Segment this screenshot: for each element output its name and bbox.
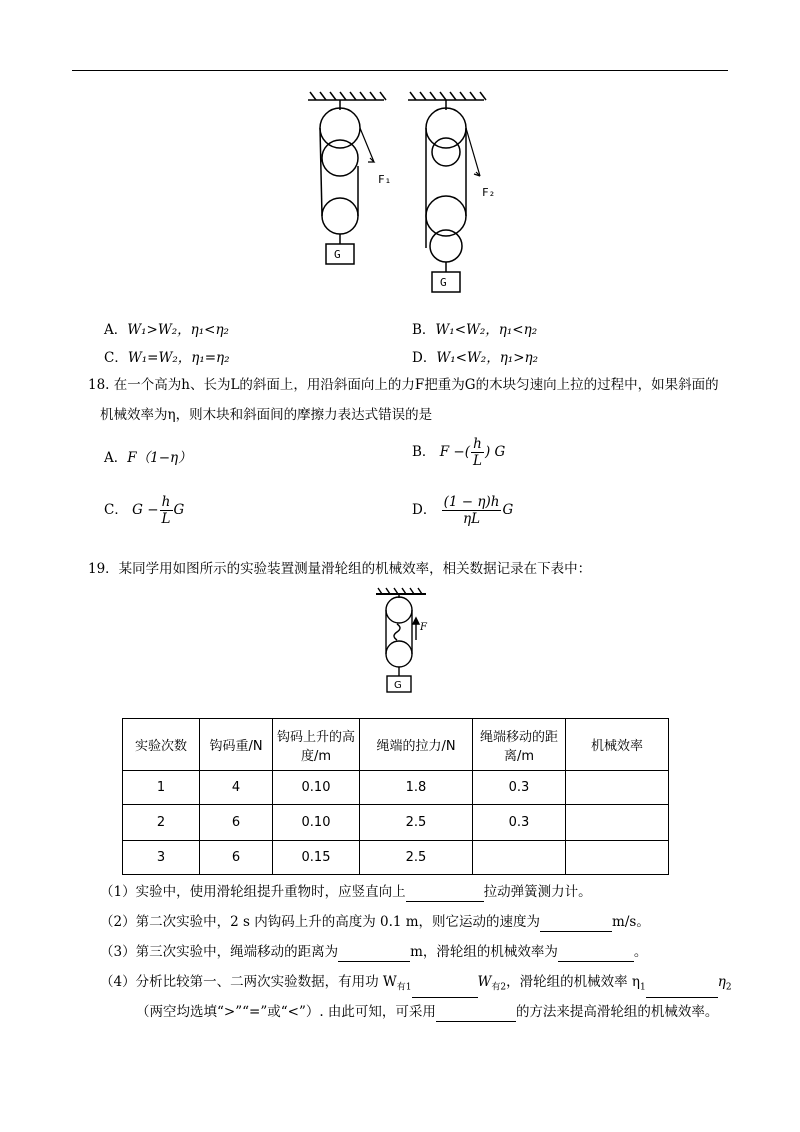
q18-d-fraction: $\frac{(1 - \eta)h}{\eta L}$ <box>443 494 500 527</box>
answer-blank[interactable] <box>338 961 410 962</box>
table-cell: 1.8 <box>360 771 473 805</box>
table-header-cell: 钩码重/N <box>200 719 273 771</box>
table-cell: 0.15 <box>273 841 360 875</box>
f2-label: F₂ <box>482 186 496 199</box>
q19-stem: 19．某同学用如图所示的实验装置测量滑轮组的机械效率，相关数据记录在下表中： <box>88 561 592 577</box>
weight-label-left: G <box>334 248 341 261</box>
q19-sub4: （4）分析比较第一、二两次实验数据，有用功 $W_{有1}$ $W_{有2}$，滑轮组的机械效率 $\eta_1$ $\eta_2$ <box>100 972 732 998</box>
table-cell: 4 <box>200 771 273 805</box>
q19-sub2: （2）第二次实验中，2 s 内钩码上升的高度为 0.1 m，则它运动的速度为 m/s。 <box>100 914 650 930</box>
q18-b-fraction: $\frac{h}{L}$ <box>472 436 482 469</box>
q17-option-a: A．W₁>W₂，η₁<η₂ <box>104 322 229 338</box>
q17-option-d: D．W₁<W₂，η₁>η₂ <box>412 350 539 366</box>
table-cell <box>566 771 669 805</box>
q18-option-b: B． F −( $\frac{h}{L}$ ) G <box>412 436 506 469</box>
answer-blank[interactable] <box>436 1021 516 1022</box>
table-cell: 6 <box>200 841 273 875</box>
q19-data-table <box>122 718 669 875</box>
table-cell: 6 <box>200 805 273 841</box>
q18-option-c: C． G − $\frac{h}{L}$ G <box>104 494 185 527</box>
table-header-cell: 绳端的拉力/N <box>360 719 473 771</box>
table-cell: 2.5 <box>360 805 473 841</box>
q18-stem-line1: 18. 在一个高为h、长为L的斜面上，用沿斜面向上的力F把重为G的木块匀速向上拉的过程中，如果斜面的 <box>88 377 719 393</box>
table-cell: 0.3 <box>473 805 566 841</box>
answer-blank[interactable] <box>406 901 484 902</box>
table-cell: 0.3 <box>473 771 566 805</box>
table-header-cell: 实验次数 <box>123 719 200 771</box>
q19-f-label: F <box>420 622 427 633</box>
table-cell <box>566 841 669 875</box>
table-cell <box>473 841 566 875</box>
answer-blank[interactable] <box>412 997 478 998</box>
table-cell <box>566 805 669 841</box>
q17-pulley-figure <box>300 88 496 298</box>
answer-blank[interactable] <box>646 997 718 998</box>
q18-option-d: D． $\frac{(1 - \eta)h}{\eta L}$ G <box>412 494 514 527</box>
table-row <box>123 805 669 841</box>
table-cell: 0.10 <box>273 805 360 841</box>
q17-option-b: B．W₁<W₂，η₁<η₂ <box>412 322 538 338</box>
table-cell: 2 <box>123 805 200 841</box>
answer-blank[interactable] <box>558 961 634 962</box>
f1-label: F₁ <box>378 173 392 186</box>
table-row <box>123 771 669 805</box>
table-header-cell: 钩码上升的高度/m <box>273 719 360 771</box>
q18-stem-line2: 机械效率为η，则木块和斜面间的摩擦力表达式错误的是 <box>100 407 433 423</box>
q17-option-c: C．W₁=W₂，η₁=η₂ <box>104 350 230 366</box>
table-cell: 2.5 <box>360 841 473 875</box>
q19-sub4-line2: （两空均选填“>”“=”或“<”）. 由此可知，可采用 的方法来提高滑轮组的机械效率。 <box>136 1004 719 1020</box>
table-cell: 3 <box>123 841 200 875</box>
header-rule <box>72 70 728 71</box>
answer-blank[interactable] <box>540 931 612 932</box>
table-row <box>123 841 669 875</box>
q19-sub1: （1）实验中，使用滑轮组提升重物时，应竖直向上 拉动弹簧测力计。 <box>100 884 592 900</box>
q18-c-fraction: $\frac{h}{L}$ <box>161 494 171 527</box>
q19-pulley-figure <box>370 588 440 696</box>
q19-weight-label: G <box>394 680 402 691</box>
q18-option-a: A．F（1−η） <box>104 450 192 466</box>
table-header-cell: 机械效率 <box>566 719 669 771</box>
table-header-row <box>123 719 669 771</box>
weight-label-right: G <box>440 276 447 289</box>
table-cell: 0.10 <box>273 771 360 805</box>
q19-sub3: （3）第三次实验中，绳端移动的距离为 m，滑轮组的机械效率为 。 <box>100 944 648 960</box>
table-header-cell: 绳端移动的距离/m <box>473 719 566 771</box>
table-cell: 1 <box>123 771 200 805</box>
